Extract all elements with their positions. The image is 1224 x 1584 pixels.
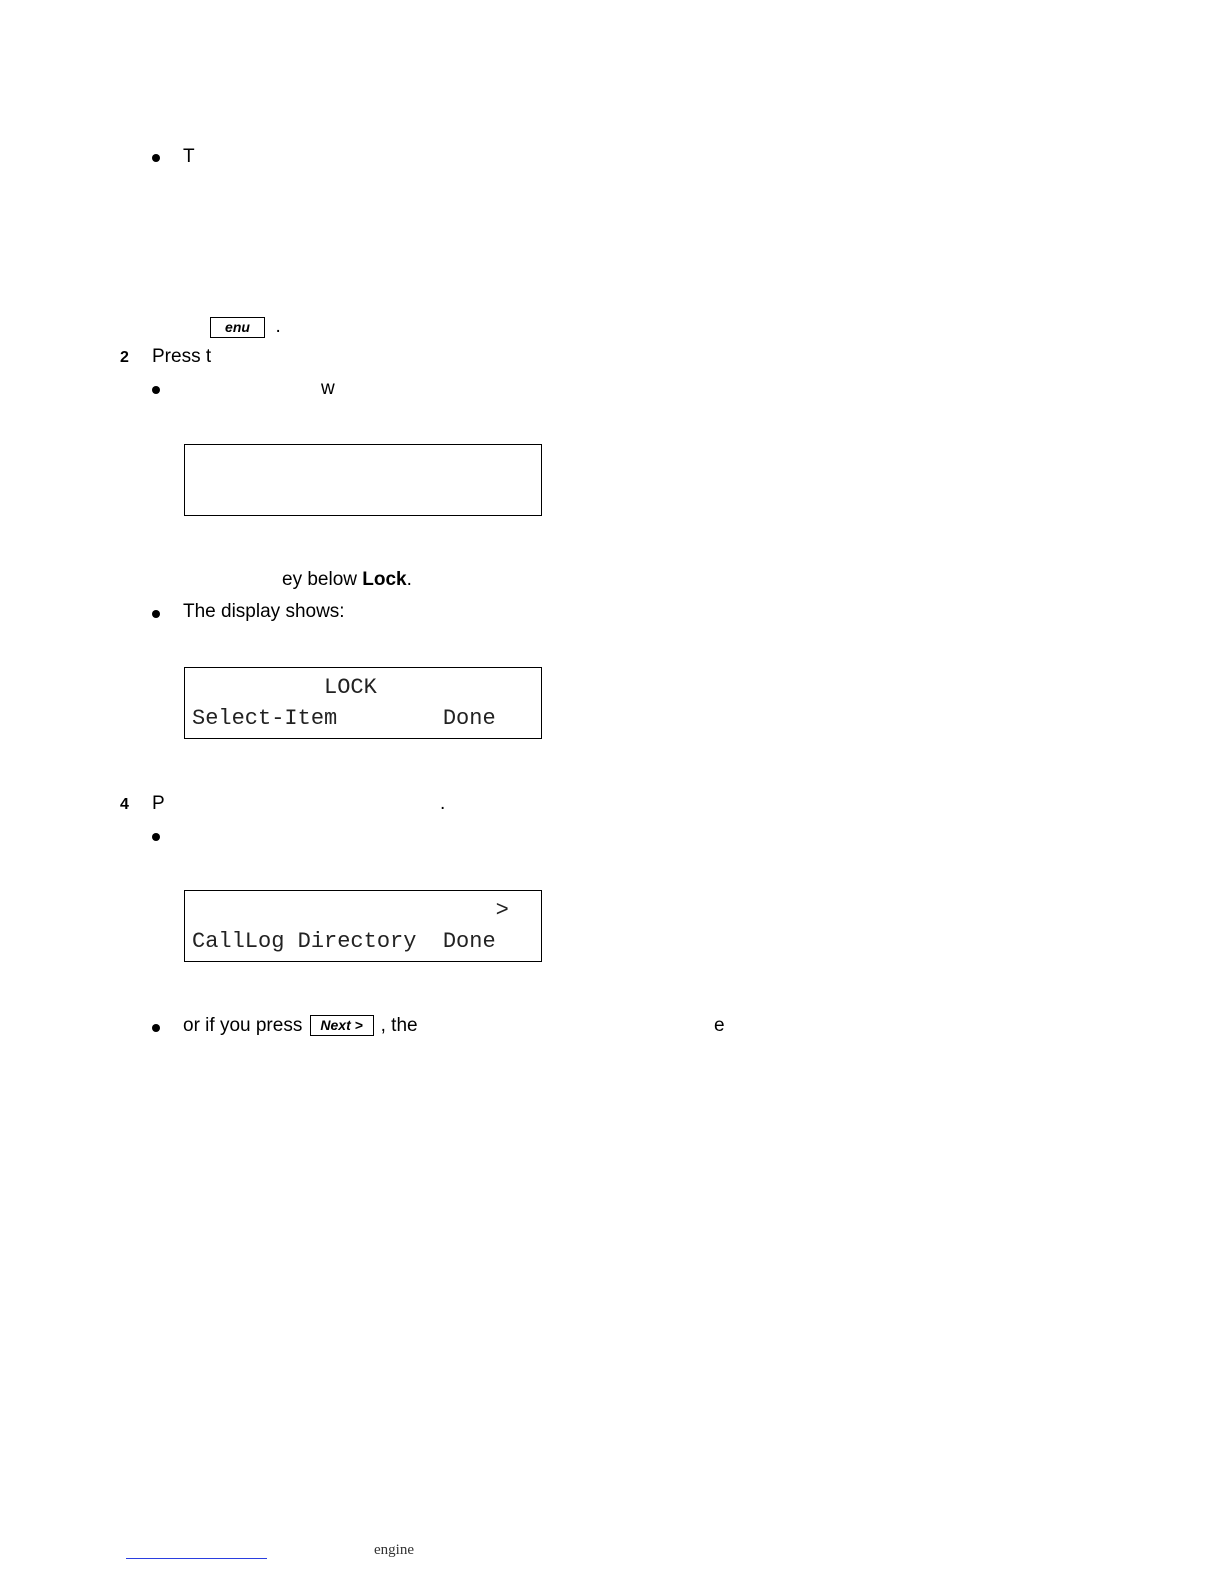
step-number-4: 4: [120, 796, 129, 813]
menu-key: enu: [210, 317, 265, 338]
step-3-prefix: ey below: [282, 569, 363, 590]
lcd-line-1: [192, 451, 534, 479]
step-4-period: .: [440, 793, 446, 814]
lcd-line-2: CallLog Directory Done: [192, 929, 496, 954]
footer-link-underline: [126, 1558, 267, 1559]
lcd-display-calllog: [184, 890, 542, 962]
menu-key-line: [210, 316, 281, 338]
bullet-text-w: w: [321, 378, 335, 399]
lcd-line-1: LOCK: [192, 675, 377, 700]
step-3-suffix: .: [406, 569, 412, 590]
lcd-line-2: [192, 482, 534, 510]
lcd-display-blank: [184, 444, 542, 516]
step-4-text: P: [152, 793, 165, 814]
step-2-text: Press t: [152, 346, 212, 367]
bullet: [152, 610, 160, 618]
step-number-2: 2: [120, 349, 129, 366]
or-press-mid: , the: [380, 1015, 418, 1036]
bullet: [152, 154, 160, 162]
or-press-tail: e: [714, 1015, 725, 1036]
next-key: Next >: [310, 1015, 374, 1036]
step-3-text: [282, 569, 412, 591]
lock-label: Lock: [362, 569, 407, 590]
bullet: [152, 386, 160, 394]
or-press-prefix: or if you press: [183, 1015, 308, 1036]
bullet: [152, 833, 160, 841]
bullet-text-t: T: [183, 146, 195, 167]
display-shows-text: The display shows:: [183, 601, 345, 622]
menu-key-period: .: [275, 316, 281, 337]
lcd-display-lock: [184, 667, 542, 739]
or-press-line: [183, 1015, 418, 1037]
lcd-line-1: >: [192, 898, 509, 923]
footer-text: engine: [374, 1542, 414, 1558]
lcd-line-2: Select-Item Done: [192, 706, 496, 731]
bullet: [152, 1024, 160, 1032]
